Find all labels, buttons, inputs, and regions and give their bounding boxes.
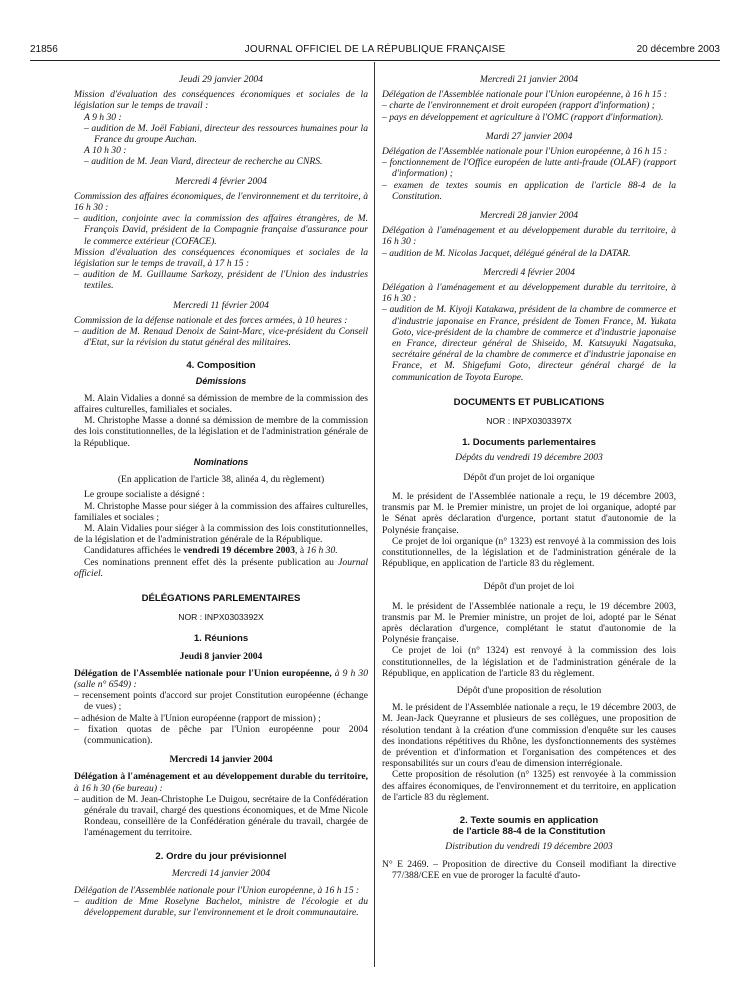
text-run: 16 h 30.: [306, 545, 338, 557]
agenda-item: – pays en développement et agriculture à l'OMC (rapport d'information).: [382, 111, 664, 123]
date-heading: Mardi 27 janvier 2004: [485, 130, 573, 142]
text-run: vendredi 19 décembre 2003: [183, 545, 296, 557]
agenda-item: – fonctionnement de l'Office européen de lutte anti-fraude (OLAF) (rapport d'information) ;: [382, 157, 676, 180]
text-run: à 9 h 30 (salle n° 6549) :: [74, 667, 368, 690]
document-entry: N° E 2469. – Proposition de directive du Conseil modifiant la directive 77/388/CEE en vue de proroger la faculté d'auto-: [382, 858, 676, 881]
date-heading: Dépôts du vendredi 19 décembre 2003: [455, 452, 603, 464]
body-paragraph: Délégation de l'Assemblée nationale pour l'Union européenne, à 16 h 15 :: [382, 89, 668, 101]
agenda-item: – audition de M. Nicolas Jacquet, délégué général de la DATAR.: [382, 247, 631, 259]
date-heading: Jeudi 29 janvier 2004: [179, 74, 263, 85]
issue-date: 20 décembre 2003: [636, 44, 720, 55]
body-paragraph: Mission d'évaluation des conséquences économiques et sociales de la législation sur le temps de travail, à 17 h 15 :: [74, 246, 368, 270]
agenda-item: – audition de M. Renaud Denoix de Saint-Marc, vice-président du Conseil d'Etat, sur la révision du statut général des militaires.: [74, 326, 368, 349]
text-run: Délégation à l'aménagement et au développement durable du territoire,: [74, 771, 368, 783]
text-run: à 16 h 30 (6e bureau) :: [74, 782, 163, 794]
agenda-item: – audition de M. Kiyoji Katakawa, président de la chambre de commerce et d'industrie japonaise en France, président de Tomen France, M. Yukata Goto, vice-président de la chambre de commerce et d'industrie japonaise en France, directeur général de Shiseido, M. Katsuyuki Nagatsuka, secrétaire général de la chambre de commerce et d'industrie japonaise en France, et M. Shigefumi Goto, directeur général chargé de la communication de Toyota Europe.: [382, 304, 676, 383]
body-paragraph: M. le président de l'Assemblée nationale a reçu, le 19 décembre 2003, transmis par M. le Premier ministre, un projet de loi, adopté par le Sénat après déclaration d'urgence, complétant le statut d'autonomie de la Polynésie française.: [382, 600, 676, 646]
time-label: A 10 h 30 :: [84, 145, 127, 157]
body-paragraph: M. Alain Vidalies pour siéger à la commission des lois constitutionnelles, de la législation et de l'administration générale de la République.: [74, 522, 368, 546]
nor-reference: NOR : INPX0303397X: [486, 416, 572, 427]
agenda-item: – audition, conjointe avec la commission des affaires étrangères, de M. François David, président de la Compagnie française d'assurance pour le commerce extérieur (COFACE).: [74, 213, 368, 247]
body-paragraph: Ce projet de loi (n° 1324) est renvoyé à la commission des lois constitutionnelles, de la législation et de l'administration générale de la République, en application de l'article 83 du règlement.: [382, 645, 676, 679]
subsection-heading: Dépôt d'un projet de loi: [483, 581, 575, 593]
agenda-item: – examen de textes soumis en application de l'article 88-4 de la Constitution.: [382, 179, 676, 202]
page-header: [30, 44, 720, 60]
subsection-heading: Nominations: [193, 456, 249, 467]
nor-reference: NOR : INPX0303392X: [178, 612, 264, 623]
date-heading: Mercredi 14 janvier 2004: [171, 867, 271, 879]
left-column: [74, 64, 368, 919]
date-heading: Mercredi 4 février 2004: [175, 175, 267, 187]
date-heading: Mercredi 28 janvier 2004: [479, 210, 579, 222]
text-run: Ces nominations prennent effet dès la présente publication au: [84, 556, 339, 568]
agenda-item: – fixation quotas de pêche par l'Union européenne pour 2004 (communication).: [74, 723, 368, 746]
date-heading: Mercredi 11 février 2004: [173, 299, 269, 311]
column-divider: [374, 62, 375, 967]
section-heading: 2. Ordre du jour prévisionnel: [155, 850, 287, 862]
agenda-item: – audition de Mme Roselyne Bachelot, ministre de l'écologie et du développement durable, sur l'environnement et le droit communautaire.: [74, 896, 368, 919]
header-rule: [30, 60, 720, 61]
date-heading: Mercredi 21 janvier 2004: [479, 74, 579, 85]
body-paragraph: Le groupe socialiste a désigné :: [84, 489, 205, 501]
body-paragraph: M. Christophe Masse a donné sa démission de membre de la commission des lois constitutionnelles, de la législation et de l'administration générale de la République.: [74, 415, 368, 449]
date-heading: Distribution du vendredi 19 décembre 2003: [445, 841, 613, 853]
subsection-heading: Démissions: [195, 375, 247, 386]
date-heading: Mercredi 4 février 2004: [483, 266, 575, 278]
subsection-heading: Dépôt d'un projet de loi organique: [463, 471, 595, 483]
agenda-item: – recensement points d'accord sur projet Constitution européenne (échange de vues) ;: [74, 690, 368, 713]
text-run: Journal officiel.: [74, 556, 368, 579]
agenda-item: – audition de M. Jean Viard, directeur de recherche au CNRS.: [84, 156, 323, 168]
body-paragraph: Délégation de l'Assemblée nationale pour l'Union européenne, à 16 h 15 :: [74, 884, 360, 896]
body-paragraph: Délégation à l'aménagement et au développement durable du territoire, à 16 h 30 :: [382, 282, 676, 305]
journal-title: JOURNAL OFFICIEL DE LA RÉPUBLIQUE FRANÇAISE: [244, 44, 506, 55]
agenda-item: – audition de M. Guillaume Sarkozy, président de l'Union des industries textiles.: [74, 269, 368, 292]
time-label: A 9 h 30 :: [84, 111, 122, 123]
page-number: 21856: [30, 44, 58, 55]
date-heading: Jeudi 8 janvier 2004: [179, 650, 263, 662]
body-paragraph: [74, 668, 368, 690]
section-heading: de l'article 88-4 de la Constitution: [452, 826, 606, 838]
text-run: Candidatures affichées le: [84, 545, 184, 557]
body-paragraph: Délégation de l'Assemblée nationale pour l'Union européenne, à 16 h 15 :: [382, 146, 668, 158]
body-paragraph: Cette proposition de résolution (n° 1325) est renvoyée à la commission des affaires économiques, de l'environnement et du territoire, en application de l'article 83 du règlement.: [382, 769, 676, 803]
body-paragraph: M. Alain Vidalies a donné sa démission de membre de la commission des affaires culturelles, familiales et sociales.: [74, 392, 368, 416]
section-heading: 1. Documents parlementaires: [462, 437, 596, 449]
body-paragraph: Ce projet de loi organique (n° 1323) est renvoyé à la commission des lois constitutionnelles, de la législation et de l'administration générale de la République, en application de l'article 83 du règlement.: [382, 535, 676, 570]
body-paragraph: (En application de l'article 38, alinéa 4, du règlement): [117, 474, 325, 486]
body-paragraph: Délégation à l'aménagement et au développement durable du territoire, à 16 h 30 :: [382, 225, 676, 248]
agenda-item: – charte de l'environnement et droit européen (rapport d'information) ;: [382, 100, 655, 112]
body-paragraph: [74, 771, 368, 793]
body-paragraph: [74, 545, 368, 556]
right-column: [382, 64, 676, 881]
agenda-item: – audition de M. Jean-Christophe Le Duigou, secrétaire de la Confédération générale du travail, chargé des questions économiques, et de Mme Nicole Rondeau, conseillère de la Confédération générale du travail, chargée de l'aménagement du territoire.: [74, 793, 368, 839]
section-heading: 4. Composition: [186, 360, 256, 372]
body-paragraph: Mission d'évaluation des conséquences économiques et sociales de la législation sur le temps de travail :: [74, 89, 368, 112]
section-heading: 1. Réunions: [193, 633, 249, 645]
text-run: Délégation de l'Assemblée nationale pour l'Union européenne,: [74, 667, 332, 679]
subsection-heading: Dépôt d'une proposition de résolution: [456, 684, 602, 696]
body-paragraph: [74, 557, 368, 579]
body-paragraph: M. Christophe Masse pour siéger à la commission des affaires culturelles, familiales et sociales ;: [74, 500, 368, 523]
section-title: DÉLÉGATIONS PARLEMENTAIRES: [141, 592, 301, 604]
body-paragraph: M. le président de l'Assemblée nationale a reçu, le 19 décembre 2003, transmis par M. le Premier ministre, un projet de loi organique, adopté par le Sénat après déclaration d'urgence, portant statut d'autonomie de la Polynésie française.: [382, 490, 676, 536]
section-heading: 2. Texte soumis en application: [459, 814, 599, 826]
agenda-item: – adhésion de Malte à l'Union européenne (rapport de mission) ;: [74, 712, 321, 724]
date-heading: Mercredi 14 janvier 2004: [169, 754, 273, 766]
body-paragraph: M. le président de l'Assemblée nationale a reçu, le 19 décembre 2003, de M. Jean-Jack Queyranne et plusieurs de ses collègues, une proposition de résolution tendant à la création d'une commission d'enquête sur les causes des inondations répétitives du Rhône, les dysfonctionnements des systèmes de prévention et d'information et l'organisation des compétences et des responsabilités sur un cours d'eau de dimension interrégionale.: [382, 702, 676, 770]
text-run: , à: [295, 545, 307, 557]
body-paragraph: Commission de la défense nationale et des forces armées, à 10 heures :: [74, 314, 348, 326]
body-paragraph: Commission des affaires économiques, de l'environnement et du territoire, à 16 h 30 :: [74, 190, 368, 214]
section-title: DOCUMENTS ET PUBLICATIONS: [453, 396, 605, 408]
agenda-item: – audition de M. Joël Fabiani, directeur des ressources humaines pour la France du groupe Auchan.: [84, 122, 368, 146]
